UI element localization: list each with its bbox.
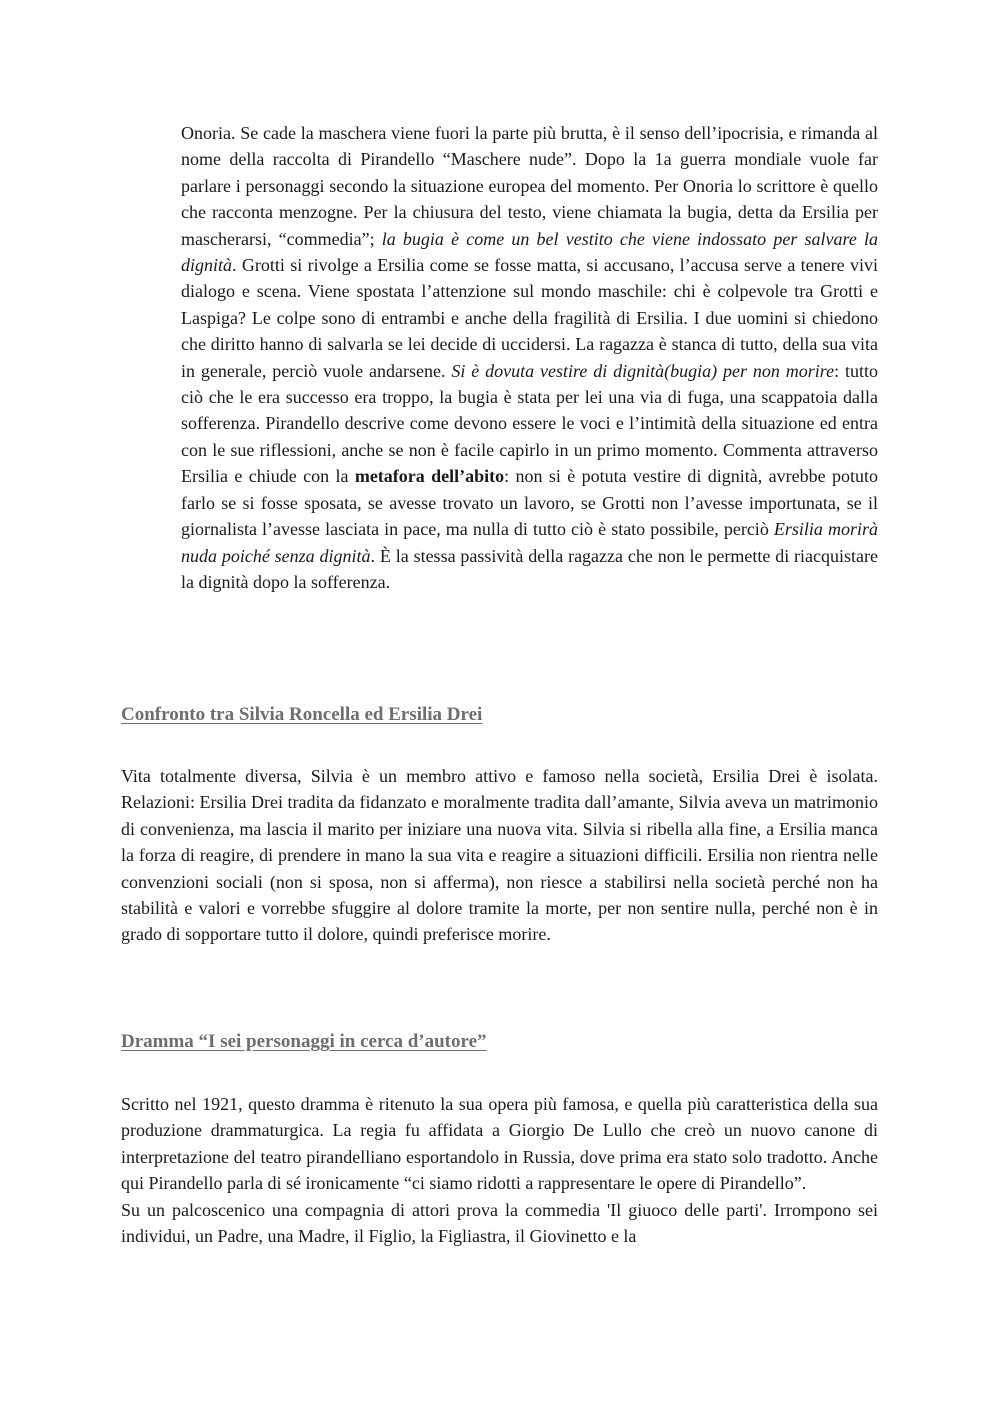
paragraph-dramma-intro: Scritto nel 1921, questo dramma è ritenuto la sua opera più famosa, e quella più caratteristica della sua produzione drammaturgica. La regia fu affidata a Giorgio De Lullo che creò un nuovo canone di interpretazione del teatro pirandelliano esportandolo in Russia, dove prima era stato solo tradotto. Anche qui Pirandello parla di sé ironicamente “ci siamo ridotti a rappresentare le opere di Pirandello”.	[121, 1094, 878, 1194]
italic-quote-dignita: Si è dovuta vestire di dignità(bugia) per non morire	[451, 360, 835, 381]
text-run: Onoria. Se cade la maschera viene fuori la parte più brutta, è il senso dell’ipocrisia, e rimanda al nome della raccolta di Pirandello “Maschere nude”. Dopo la 1a guerra mondiale vuole far parlare i personaggi secondo la situazione europea del momento. Per Onoria lo scrittore è quello che racconta menzogne. Per la chiusura del testo, viene chiamata la bugia, detta da Ersilia per mascherarsi, “commedia”;	[181, 123, 878, 249]
text-run: . Grotti si rivolge a Ersilia come se fosse matta, si accusano, l’accusa serve a tenere vivi dialogo e scena. Viene spostata l’attenzione sul mondo maschile: chi è colpevole tra Grotti e Laspiga? Le colpe sono di entrambi e anche della fragilità di Ersilia. I due uomini si chiedono che diritto hanno di salvarla se lei decide di uccidersi. La ragazza è stanca di tutto, della sua vita in generale, perciò vuole andarsene.	[181, 255, 878, 381]
section-heading-confronto: Confronto tra Silvia Roncella ed Ersilia Drei	[121, 704, 483, 725]
paragraph-dramma-plot: Su un palcoscenico una compagnia di attori prova la commedia 'Il giuoco delle parti'. Irrompono sei individui, un Padre, una Madre, il Figlio, la Figliastra, il Giovinetto e la	[121, 1199, 878, 1247]
paragraph-confronto: Vita totalmente diversa, Silvia è un membro attivo e famoso nella società, Ersilia Drei è isolata. Relazioni: Ersilia Drei tradita da fidanzato e moralmente tradita dall’amante, Silvia aveva un matrimonio di convenienza, ma lascia il marito per iniziare una nuova vita. Silvia si ribella alla fine, a Ersilia manca la forza di reagire, di prendere in mano la sua vita e reagire a situazioni difficili. Ersilia non rientra nelle convenzioni sociali (non si sposa, non si afferma), non riesce a stabilirsi nella società perché non ha stabilità e valori e vorrebbe sfuggire al dolore tramite la morte, per non sentire nulla, perché non è in grado di sopportare tutto il dolore, quindi preferisce morire.	[121, 766, 878, 945]
bold-metafora-abito: metafora dell’abito	[354, 466, 505, 487]
paragraph-onoria	[181, 120, 878, 595]
dramma-text-block	[121, 1091, 878, 1249]
text-run: : tutto ciò che le era successo era troppo, la bugia è stata per lei una via di fuga, una scappatoia dalla sofferenza. Pirandello descrive come devono essere le voci e l’intimità della situazione ed entra con le sue riflessioni, anche se non è facile capirlo in un primo momento. Commenta attraverso Ersilia e chiude con la	[181, 360, 878, 487]
text-run: : non si è potuta vestire di dignità, avrebbe potuto farlo se si fosse sposata, se avesse trovato un lavoro, se Grotti non l’avesse importunata, se il giornalista l’avesse lasciata in pace, ma nulla di tutto ciò è stato possibile, perciò	[181, 466, 878, 540]
italic-quote-nuda: Ersilia morirà nuda poiché senza dignità	[181, 519, 878, 566]
italic-quote-bugia: la bugia è come un bel vestito che viene indossato per salvare la dignità	[181, 228, 878, 276]
section-heading-dramma: Dramma “I sei personaggi in cerca d’autore”	[121, 1031, 487, 1052]
text-run: . È la stessa passività della ragazza che non le permette di riacquistare la dignità dopo la sofferenza.	[181, 545, 878, 592]
